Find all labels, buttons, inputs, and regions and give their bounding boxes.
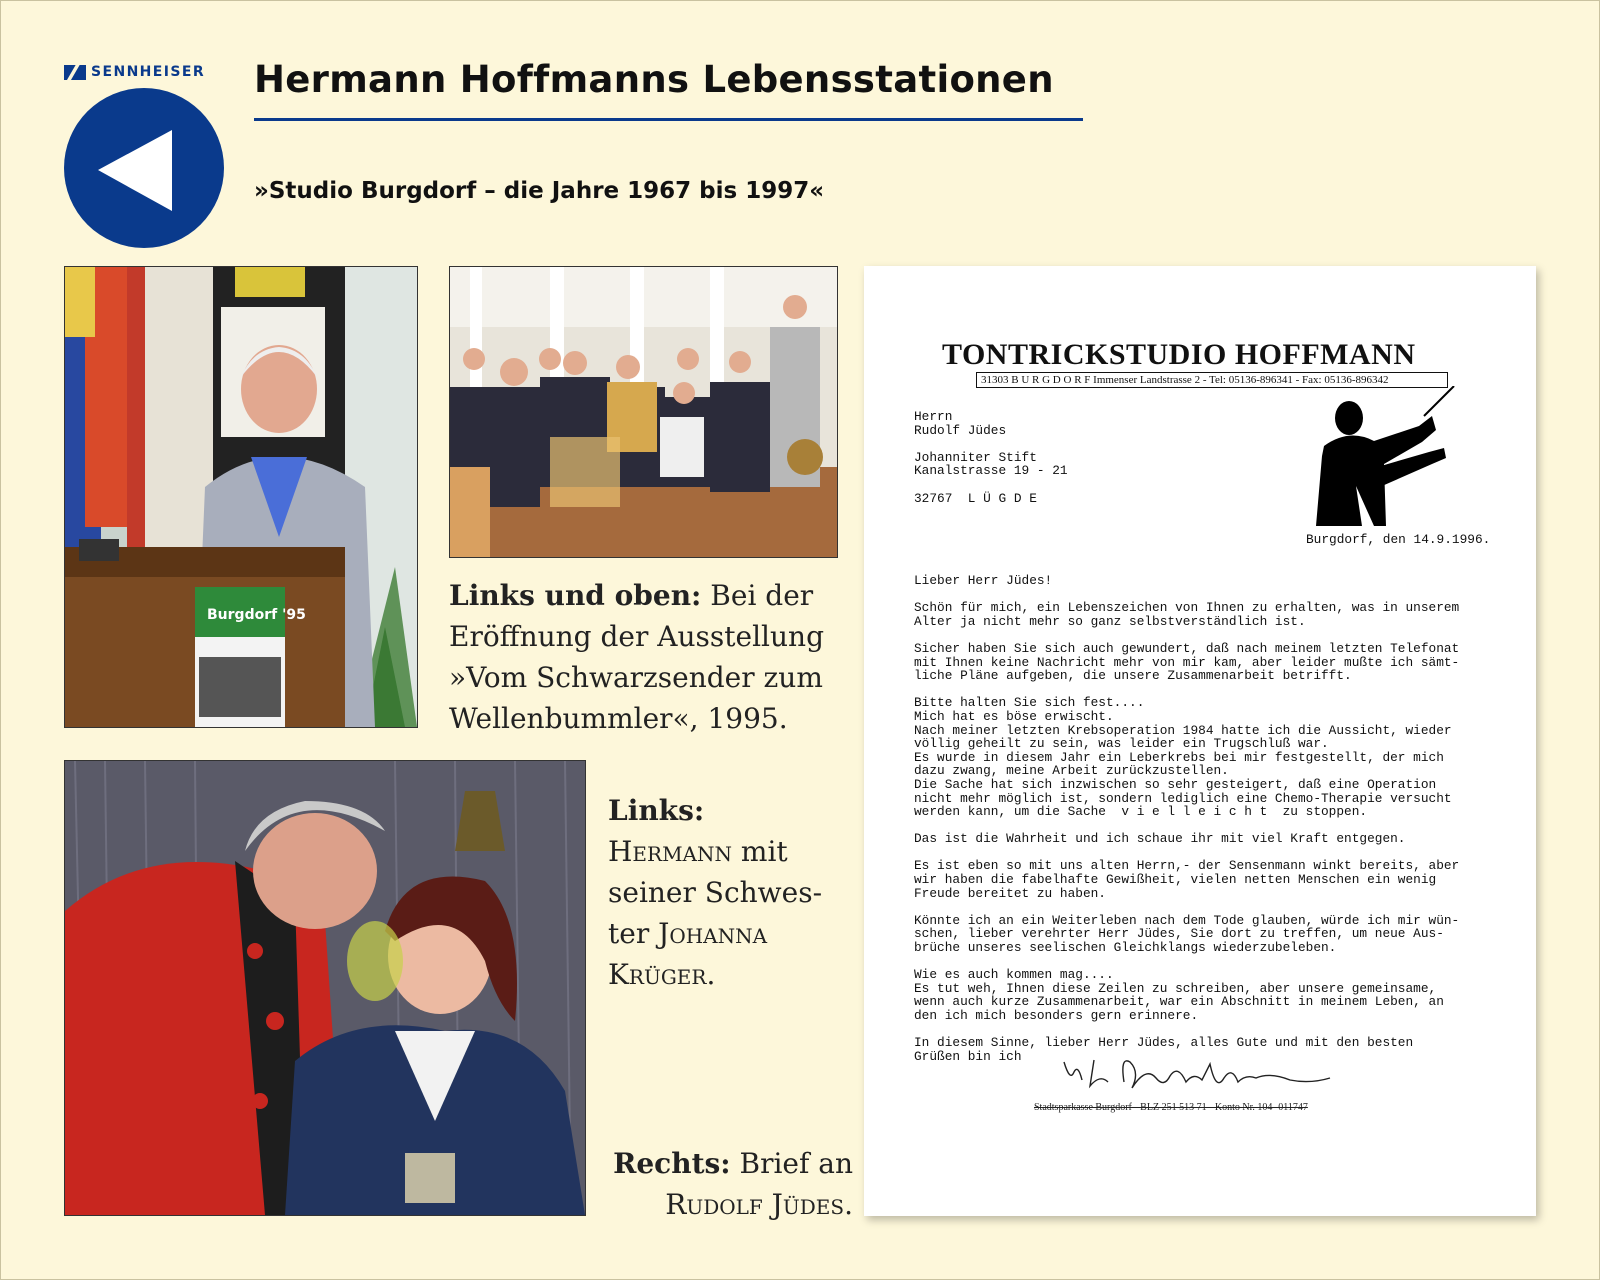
caption-letter-lead: Rechts: bbox=[613, 1147, 731, 1180]
caption-siblings-name2: Johanna Krüger bbox=[608, 917, 768, 991]
caption-siblings-lead: Links: bbox=[608, 794, 705, 827]
back-arrow-icon bbox=[64, 88, 224, 248]
caption-letter-end: . bbox=[844, 1188, 853, 1221]
photo-siblings bbox=[64, 760, 586, 1216]
page-subtitle: »Studio Burgdorf – die Jahre 1967 bis 1997« bbox=[254, 178, 825, 204]
caption-letter-name: Rudolf Jüdes bbox=[665, 1188, 845, 1221]
caption-siblings-name1: Hermann bbox=[608, 835, 732, 868]
letter-recipient: Herrn Rudolf Jüdes Johanniter Stift Kanalstrasse 19 - 21 32767 L Ü G D E bbox=[914, 409, 1068, 506]
page-title: Hermann Hoffmanns Lebensstationen bbox=[254, 58, 1054, 101]
caption-siblings-end: . bbox=[706, 958, 716, 991]
sennheiser-logo-icon bbox=[64, 65, 86, 80]
letter-document bbox=[864, 266, 1536, 1216]
sennheiser-logo bbox=[64, 62, 226, 82]
back-button[interactable] bbox=[64, 88, 224, 248]
caption-letter bbox=[613, 1143, 853, 1225]
letter-date: Burgdorf, den 14.9.1996. bbox=[1306, 532, 1491, 547]
letterhead-address: 31303 B U R G D O R F Immenser Landstrasse 2 - Tel: 05136-896341 - Fax: 05136-896342 bbox=[976, 372, 1448, 388]
letterhead-title: TONTRICKSTUDIO HOFFMANN bbox=[942, 338, 1416, 371]
caption-opening bbox=[449, 575, 849, 739]
caption-siblings-mid: mit seiner Schwes-ter bbox=[608, 835, 823, 950]
photo-audience bbox=[449, 266, 838, 558]
caption-siblings bbox=[608, 790, 838, 995]
letter-body: Lieber Herr Jüdes! Schön für mich, ein Lebenszeichen von Ihnen zu erhalten, was in unserem Alter ja nicht mehr so ganz selbstverständlich ist. Sicher haben Sie sich auch gewundert, daß nach meinem letzten Telefonat mit Ihnen keine Nachricht mehr von mir kam, aber leider mußte ich sämt- liche Pläne aufgeben, die unsere Zusammenarbeit betrifft. Bitte halten Sie sich fest.... Mich hat es böse erwischt. Nach meiner letzten Krebsoperation 1984 hatte ich die Aussicht, wieder völlig geheilt zu sein, was leider ein Trugschluß war. Es wurde in diesem Jahr ein Leberkrebs bei mir festgestellt, der mich dazu zwang, meine Arbeit zurückzustellen. Die Sache hat sich inzwischen so sehr gesteigert, daß eine Operation nicht mehr möglich ist, sondern lediglich eine Chemo-Therapie versucht werden kann, um die Sache v i e l l e i c h t zu stoppen. Das ist die Wahrheit und ich schaue ihr mit viel Kraft entgegen. Es ist eben so mit uns alten Herrn,- der Sensenmann winkt bereits, aber wir haben die fabelhafte Gewißheit, vielen netten Menschen ein wenig Freude bereitet zu haben. Könnte ich an ein Weiterleben nach dem Tode glauben, würde ich mir wün- schen, lieber verehrter Herr Jüdes, Sie dort zu treffen, um neue Aus- brüche unseres seelischen Gleichklangs wiederzubeleben. Wie es auch kommen mag.... Es tut weh, Ihnen diese Zeilen zu schreiben, aber unsere gemeinsame, wenn auch kurze Zusammenarbeit, war ein Abschnitt in meinem Leben, an den ich mich besonders gern erinnere. In diesem Sinne, lieber Herr Jüdes, alles Gute und mit den besten Grüßen bin ich bbox=[914, 573, 1460, 1064]
title-underline bbox=[254, 118, 1083, 121]
bank-footer: Stadtsparkasse Burgdorf - BLZ 251 513 71 - Konto Nr. 104 -011747 bbox=[1034, 1102, 1308, 1113]
caption-letter-text: Brief an bbox=[730, 1147, 853, 1180]
banner-year-text: Burgdorf '95 bbox=[207, 607, 306, 623]
caption-opening-lead: Links und oben: bbox=[449, 579, 702, 612]
brand-name: SENNHEISER bbox=[91, 64, 205, 80]
photo-lectern bbox=[64, 266, 418, 728]
caption-opening-text: Bei der Eröffnung der Ausstellung »Vom Schwarzsender zum Wellenbummler«, 1995. bbox=[449, 579, 824, 735]
conductor-icon bbox=[1304, 386, 1464, 526]
signature-image bbox=[1060, 1052, 1340, 1098]
